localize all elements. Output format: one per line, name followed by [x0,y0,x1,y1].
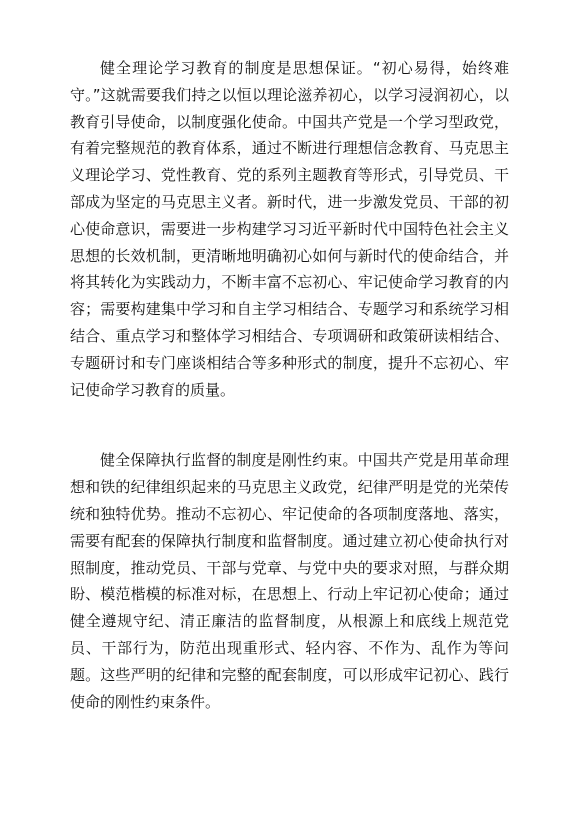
paragraph-supervision: 健全保障执行监督的制度是刚性约束。中国共产党是用革命理想和铁的纪律组织起来的马克思主义政党，纪律严明是党的光荣传统和独特优势。推动不忘初心、牢记使命的各项制度落地、落实，需要有配套的保障执行制度和监督制度。通过建立初心使命执行对照制度，推动党员、干部与党章、与党中央的要求对照，与群众期盼、模范楷模的标准对标，在思想上、行动上牢记初心使命；通过健全遵规守纪、清正廉洁的监督制度，从根源上和底线上规范党员、干部行为，防范出现重形式、轻内容、不作为、乱作为等问题。这些严明的纪律和完整的配套制度，可以形成牢记初心、践行使命的刚性约束条件。 [70,451,509,711]
paragraph-theory-study: 健全理论学习教育的制度是思想保证。“初心易得，始终难守。”这就需要我们持之以恒以理论滋养初心，以学习浸润初心，以教育引导使命，以制度强化使命。中国共产党是一个学习型政党，有着完整规范的教育体系，通过不断进行理想信念教育、马克思主义理论学习、党性教育、党的系列主题教育等形式，引导党员、干部成为坚定的马克思主义者。新时代，进一步激发党员、干部的初心使命意识，需要进一步构建学习习近平新时代中国特色社会主义思想的长效机制，更清晰地明确初心如何与新时代的使命结合，并将其转化为实践动力，不断丰富不忘初心、牢记使命学习教育的内容；需要构建集中学习和自主学习相结合、专题学习和系统学习相结合、重点学习和整体学习相结合、专项调研和政策研读相结合、专题研讨和专门座谈相结合等多种形式的制度，提升不忘初心、牢记使命学习教育的质量。 [70,59,509,399]
